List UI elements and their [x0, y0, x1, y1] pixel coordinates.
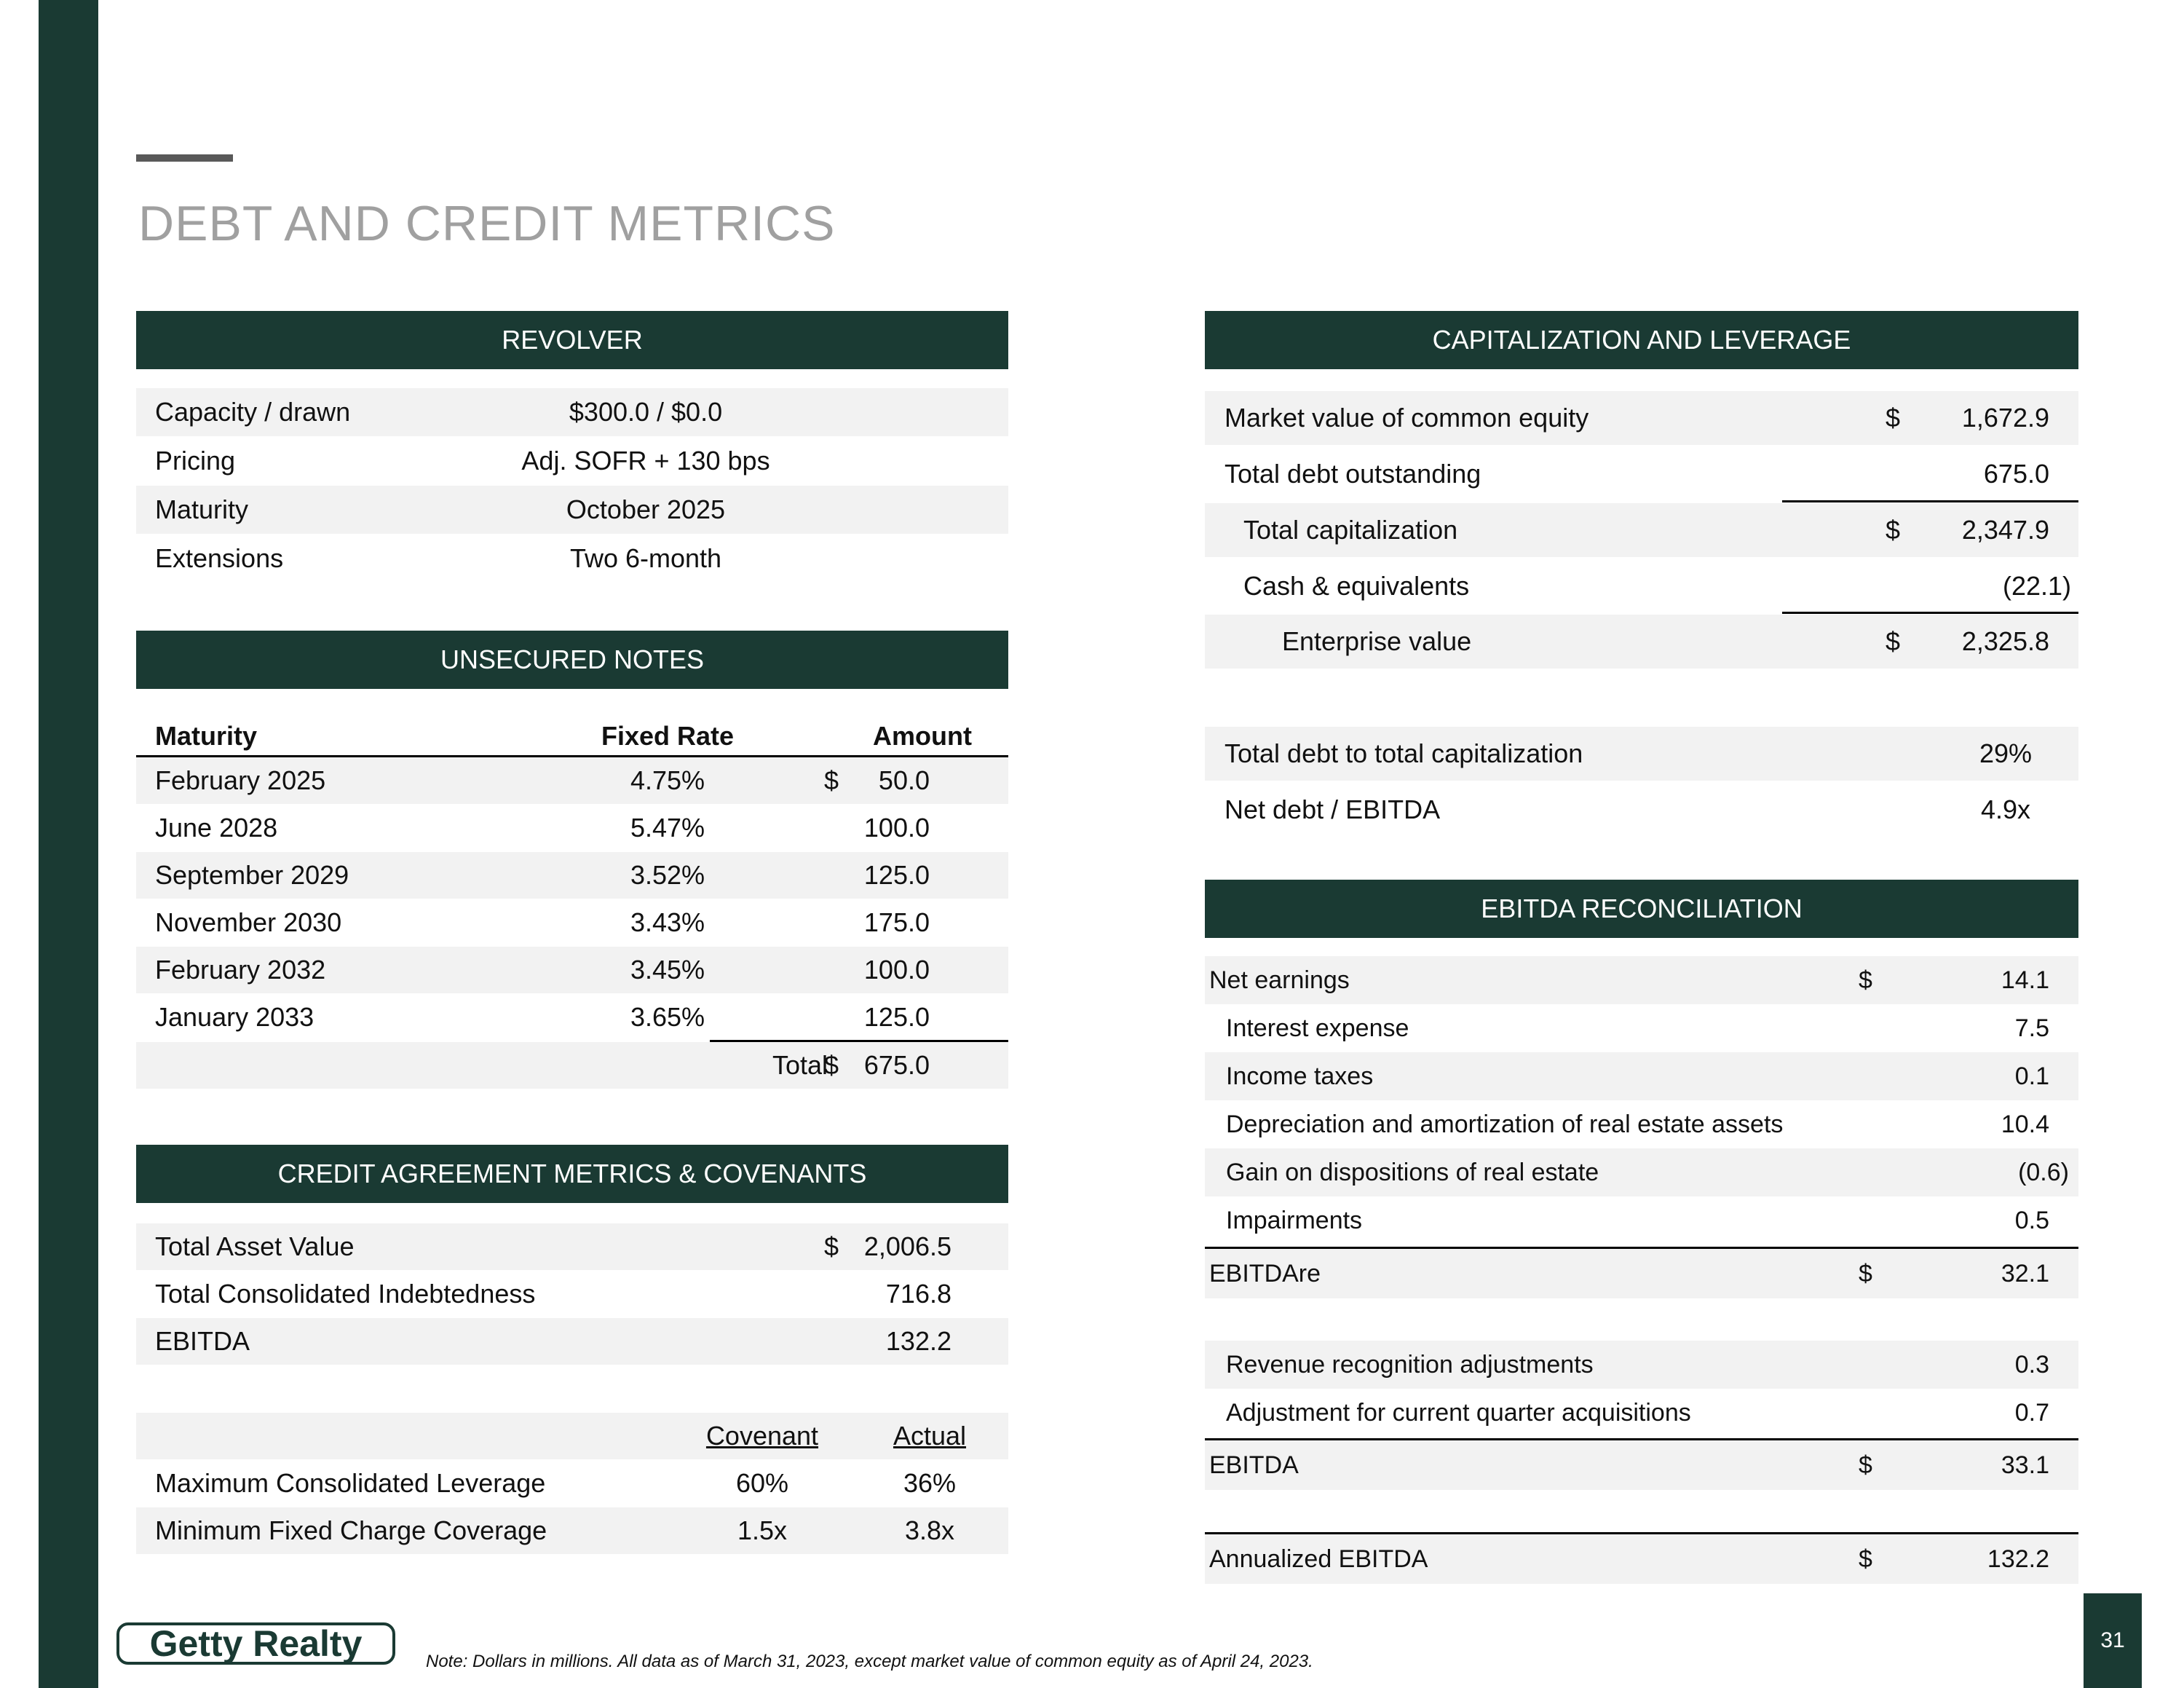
covenant-label: Maximum Consolidated Leverage [155, 1468, 546, 1498]
revolver-value: October 2025 [566, 494, 726, 524]
recon-value: 33.1 [2001, 1451, 2049, 1479]
ratio-label: Total debt to total capitalization [1224, 738, 1583, 768]
covenant-col-header: Covenant [705, 1421, 819, 1451]
actual-col-header: Actual [893, 1421, 967, 1451]
recon-currency: $ [1859, 966, 1872, 994]
table-row [136, 899, 1008, 946]
credit-metric-value: 132.2 [885, 1326, 951, 1356]
recon-label: Annualized EBITDA [1209, 1545, 1428, 1573]
note-maturity: November 2030 [155, 907, 342, 937]
table-row [136, 947, 1008, 993]
recon-row [1205, 1052, 2078, 1100]
recon-currency: $ [1859, 1545, 1872, 1573]
cap-currency: $ [1886, 626, 1901, 656]
credit-metric-value: 716.8 [885, 1279, 951, 1309]
note-rate: 3.52% [630, 860, 705, 890]
note-amount: 125.0 [863, 1002, 930, 1032]
leverage-ratio-row [1205, 727, 2078, 781]
recon-row [1205, 1389, 2078, 1437]
credit-metric-label: Total Asset Value [155, 1231, 355, 1261]
recon-label: Impairments [1226, 1206, 1363, 1234]
unsecured-notes-header: UNSECURED NOTES [136, 631, 1008, 689]
note-maturity: January 2033 [155, 1002, 314, 1032]
note-amount: 100.0 [863, 813, 930, 843]
revolver-label: Maturity [155, 494, 249, 524]
cap-currency: $ [1886, 403, 1901, 433]
ratio-label: Net debt / EBITDA [1224, 794, 1441, 824]
cap-row [1205, 447, 2078, 501]
recon-value: 0.1 [2014, 1062, 2049, 1090]
credit-metric-label: EBITDA [155, 1326, 250, 1356]
covenant-header-row [136, 1413, 1008, 1459]
revolver-row [136, 535, 1008, 583]
recon-value: 0.5 [2014, 1206, 2049, 1234]
cap-label: Market value of common equity [1224, 403, 1589, 433]
notes-col-maturity: Maturity [155, 721, 258, 751]
cap-currency: $ [1886, 515, 1901, 545]
note-currency: $ [824, 765, 839, 795]
recon-label: Adjustment for current quarter acquisitions [1226, 1398, 1691, 1427]
credit-metric-row [136, 1223, 1008, 1270]
revolver-label: Extensions [155, 543, 284, 573]
cap-label: Total capitalization [1243, 515, 1458, 545]
covenant-actual: 3.8x [904, 1515, 955, 1545]
recon-label: EBITDA [1209, 1451, 1299, 1479]
covenant-row [136, 1507, 1008, 1554]
notes-column-headers [136, 716, 1008, 757]
title-rule [136, 154, 233, 162]
credit-metric-label: Total Consolidated Indebtedness [155, 1279, 536, 1309]
covenant-value: 1.5x [737, 1515, 788, 1545]
leverage-ratio-row [1205, 783, 2078, 837]
ratio-value: 29% [1979, 738, 2033, 768]
left-accent-bar [39, 0, 98, 1688]
note-rate: 3.43% [630, 907, 705, 937]
note-rate: 5.47% [630, 813, 705, 843]
table-row [136, 805, 1008, 851]
cap-value: 675.0 [1983, 459, 2049, 489]
recon-row [1205, 1196, 2078, 1245]
notes-col-rate: Fixed Rate [601, 721, 735, 751]
note-amount: 175.0 [863, 907, 930, 937]
recon-row [1205, 1148, 2078, 1196]
cap-label: Total debt outstanding [1224, 459, 1481, 489]
cap-row [1205, 391, 2078, 445]
recon-label: Interest expense [1226, 1014, 1409, 1042]
note-rate: 3.65% [630, 1002, 705, 1032]
table-row [136, 852, 1008, 899]
recon-value: 32.1 [2001, 1259, 2049, 1287]
notes-total-amount: 675.0 [863, 1050, 930, 1080]
covenant-row [136, 1460, 1008, 1507]
ebitda-recon-header: EBITDA RECONCILIATION [1205, 880, 2078, 938]
revolver-value: Adj. SOFR + 130 bps [521, 446, 770, 476]
revolver-row [136, 437, 1008, 485]
cap-value: 2,347.9 [1961, 515, 2049, 545]
revolver-row [136, 388, 1008, 436]
recon-row [1205, 1341, 2078, 1389]
covenant-label: Minimum Fixed Charge Coverage [155, 1515, 547, 1545]
recon-currency: $ [1859, 1259, 1872, 1287]
note-rate: 4.75% [630, 765, 705, 795]
revolver-value: $300.0 / $0.0 [569, 397, 723, 427]
cap-row [1205, 503, 2078, 557]
cap-value: 2,325.8 [1961, 626, 2049, 656]
note-maturity: February 2025 [155, 765, 326, 795]
note-maturity: February 2032 [155, 955, 326, 985]
cap-label: Cash & equivalents [1243, 571, 1470, 601]
credit-metric-value: 2,006.5 [863, 1231, 951, 1261]
recon-label: Income taxes [1226, 1062, 1374, 1090]
notes-total-currency: $ [824, 1050, 839, 1080]
notes-col-amount: Amount [873, 721, 972, 751]
cap-row [1205, 559, 2078, 613]
notes-total-row [136, 1042, 1008, 1089]
table-row [136, 994, 1008, 1041]
recon-label: Gain on dispositions of real estate [1226, 1158, 1599, 1186]
note-maturity: September 2029 [155, 860, 349, 890]
notes-total-label: Total [772, 1050, 828, 1080]
recon-label: Depreciation and amortization of real estate assets [1226, 1110, 1784, 1138]
credit-metric-row [136, 1318, 1008, 1365]
cap-label: Enterprise value [1282, 626, 1472, 656]
cap-value: (22.1) [2002, 571, 2071, 601]
recon-value: (0.6) [2018, 1158, 2069, 1186]
page-number: 31 [2084, 1593, 2142, 1688]
note-amount: 100.0 [863, 955, 930, 985]
recon-value: 132.2 [1987, 1545, 2049, 1573]
recon-value: 14.1 [2001, 966, 2049, 994]
recon-label: Net earnings [1209, 966, 1350, 994]
note-rate: 3.45% [630, 955, 705, 985]
credit-metric-row [136, 1271, 1008, 1317]
recon-value: 7.5 [2014, 1014, 2049, 1042]
credit-agreement-header: CREDIT AGREEMENT METRICS & COVENANTS [136, 1145, 1008, 1203]
cap-row [1205, 615, 2078, 669]
recon-value: 10.4 [2001, 1110, 2049, 1138]
ratio-value: 4.9x [1980, 794, 2031, 824]
note-amount: 125.0 [863, 860, 930, 890]
revolver-label: Pricing [155, 446, 236, 476]
revolver-row [136, 486, 1008, 534]
cap-value: 1,672.9 [1961, 403, 2049, 433]
recon-currency: $ [1859, 1451, 1872, 1479]
note-maturity: June 2028 [155, 813, 278, 843]
page-title: DEBT AND CREDIT METRICS [138, 196, 836, 251]
revolver-value: Two 6-month [569, 543, 722, 573]
recon-label: Revenue recognition adjustments [1226, 1350, 1594, 1379]
revolver-label: Capacity / drawn [155, 397, 351, 427]
cap-ev-rule [1782, 612, 2078, 614]
covenant-actual: 36% [903, 1468, 957, 1498]
note-amount: 50.0 [878, 765, 930, 795]
revolver-header: REVOLVER [136, 311, 1008, 369]
recon-value: 0.3 [2014, 1350, 2049, 1379]
table-row [136, 757, 1008, 804]
getty-realty-logo: Getty Realty [116, 1622, 395, 1665]
footnote: Note: Dollars in millions. All data as of March 31, 2023, except market value of common equity as of April 24, 2023. [426, 1652, 1313, 1671]
recon-row [1205, 956, 2078, 1004]
recon-total-row [1205, 1249, 2078, 1298]
recon-total-row [1205, 1534, 2078, 1584]
cap-subtotal-rule [1782, 500, 2078, 502]
recon-row [1205, 1100, 2078, 1148]
capitalization-header: CAPITALIZATION AND LEVERAGE [1205, 311, 2078, 369]
recon-label: EBITDAre [1209, 1259, 1321, 1287]
recon-value: 0.7 [2014, 1398, 2049, 1427]
recon-row [1205, 1004, 2078, 1052]
credit-metric-currency: $ [824, 1231, 839, 1261]
recon-total-row [1205, 1440, 2078, 1490]
covenant-value: 60% [735, 1468, 789, 1498]
